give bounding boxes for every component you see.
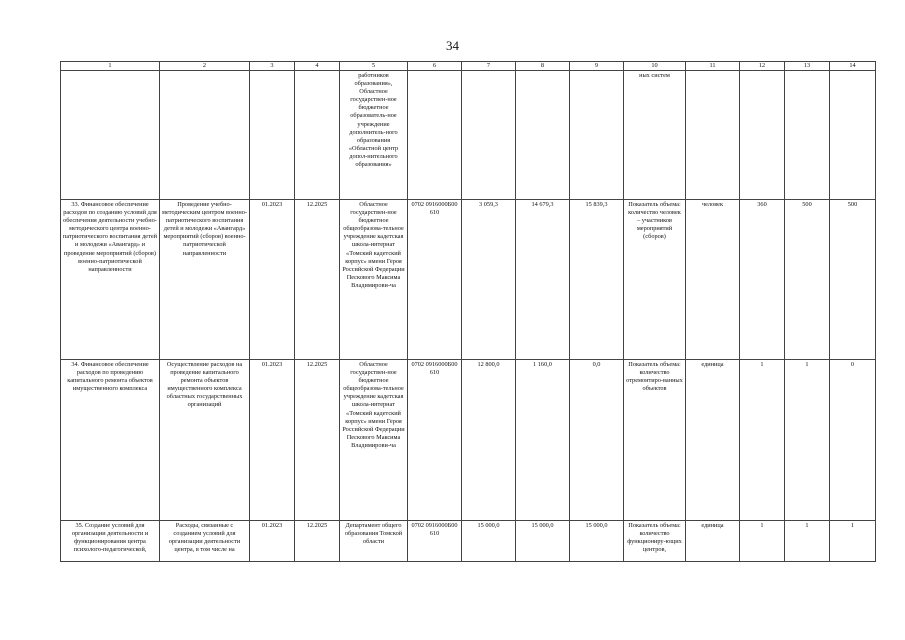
target-2023-cell: 1 (740, 360, 785, 521)
table-row (61, 200, 876, 360)
amount-2023-cell: 15 000,0 (462, 521, 516, 562)
unit-cell (686, 71, 740, 200)
table-row (61, 360, 876, 521)
target-2024-cell: 1 (785, 360, 830, 521)
amount-2023-cell (462, 71, 516, 200)
program-activities-table (60, 61, 876, 562)
amount-2023-cell: 3 059,3 (462, 200, 516, 360)
indicator-cell: Показатель объема: количество человек – участников мероприятий (сборов) (624, 200, 686, 360)
amount-2024-cell: 1 160,0 (516, 360, 570, 521)
target-2025-cell: 1 (830, 521, 876, 562)
executor-cell: Департамент общего образования Томской области (340, 521, 408, 562)
activity-name-cell: 34. Финансовое обеспечение расходов по проведению капитального ремонта объектов имущественного комплекса (61, 360, 160, 521)
start-date-cell: 01.2023 (250, 521, 295, 562)
amount-2025-cell: 15 000,0 (570, 521, 624, 562)
activity-description-cell (160, 71, 250, 200)
amount-2024-cell (516, 71, 570, 200)
column-number: 1 (61, 62, 160, 71)
end-date-cell: 12.2025 (295, 360, 340, 521)
executor-cell: Областное государствен-ное бюджетное общеобразова-тельное учреждение кадетская школа-интернат «Томский кадетский корпус» имени Героя Российской Федерации Пескового Максима Владимирови-ча (340, 360, 408, 521)
column-number: 4 (295, 62, 340, 71)
activity-name-cell: 35. Создание условий для организации деятельности и функционирования центра психолого-педагогической, (61, 521, 160, 562)
target-2025-cell: 0 (830, 360, 876, 521)
column-number: 6 (408, 62, 462, 71)
executor-cell: Областное государствен-ное бюджетное общеобразова-тельное учреждение кадетская школа-интернат «Томский кадетский корпус» имени Героя Российской Федерации Пескового Максима Владимирови-ча (340, 200, 408, 360)
target-2024-cell: 500 (785, 200, 830, 360)
amount-2025-cell: 15 839,3 (570, 200, 624, 360)
column-number: 12 (740, 62, 785, 71)
budget-code-cell: 0702 0916000Б00 610 (408, 521, 462, 562)
target-2025-cell: 500 (830, 200, 876, 360)
table-row (61, 521, 876, 562)
unit-cell: человек (686, 200, 740, 360)
executor-cell: работников образования», Областное государствен-ное бюджетное образователь-ное учреждение дополнитель-ного образования «Областной центр допол-нительного образования» (340, 71, 408, 200)
activity-name-cell (61, 71, 160, 200)
budget-code-cell: 0702 0916000Б00 610 (408, 360, 462, 521)
indicator-cell: ных систем (624, 71, 686, 200)
column-number: 11 (686, 62, 740, 71)
unit-cell: единица (686, 521, 740, 562)
end-date-cell: 12.2025 (295, 521, 340, 562)
column-number: 3 (250, 62, 295, 71)
column-number: 7 (462, 62, 516, 71)
end-date-cell: 12.2025 (295, 200, 340, 360)
page-number: 34 (446, 38, 459, 53)
column-number: 14 (830, 62, 876, 71)
target-2023-cell (740, 71, 785, 200)
target-2024-cell: 1 (785, 521, 830, 562)
activity-name-cell: 33. Финансовое обеспечение расходов по созданию условий для обеспечения деятельности учебно-методического центра военно-патриотического воспитания детей и молодежи «Авангард» и проведение мероприятий (сборов) военно-патриотической направленности (61, 200, 160, 360)
target-2023-cell: 1 (740, 521, 785, 562)
column-number: 8 (516, 62, 570, 71)
amount-2025-cell (570, 71, 624, 200)
column-number: 5 (340, 62, 408, 71)
activity-description-cell: Осуществление расходов на проведение капитального ремонта объектов имущественного комплекса областных государственных организаций (160, 360, 250, 521)
amount-2024-cell: 15 000,0 (516, 521, 570, 562)
budget-code-cell (408, 71, 462, 200)
column-number-row (61, 62, 876, 71)
amount-2024-cell: 14 679,3 (516, 200, 570, 360)
budget-code-cell: 0702 0916000Б00 610 (408, 200, 462, 360)
column-number: 2 (160, 62, 250, 71)
amount-2023-cell: 12 800,0 (462, 360, 516, 521)
amount-2025-cell: 0,0 (570, 360, 624, 521)
end-date-cell (295, 71, 340, 200)
table-row (61, 71, 876, 200)
indicator-cell: Показатель объема: количество отремонтиро-ванных объектов (624, 360, 686, 521)
activity-description-cell: Проведение учебно-методическим центром военно-патриотического воспитания детей и молодежи «Авангард» мероприятий (сборов) военно-патриотической направленности (160, 200, 250, 360)
column-number: 10 (624, 62, 686, 71)
target-2025-cell (830, 71, 876, 200)
activity-description-cell: Расходы, связанные с созданием условий для организации деятельности центра, в том числе на (160, 521, 250, 562)
column-number: 13 (785, 62, 830, 71)
start-date-cell: 01.2023 (250, 360, 295, 521)
target-2024-cell (785, 71, 830, 200)
target-2023-cell: 360 (740, 200, 785, 360)
start-date-cell (250, 71, 295, 200)
column-number: 9 (570, 62, 624, 71)
start-date-cell: 01.2023 (250, 200, 295, 360)
unit-cell: единица (686, 360, 740, 521)
indicator-cell: Показатель объема: количество функциониру-ющих центров, (624, 521, 686, 562)
